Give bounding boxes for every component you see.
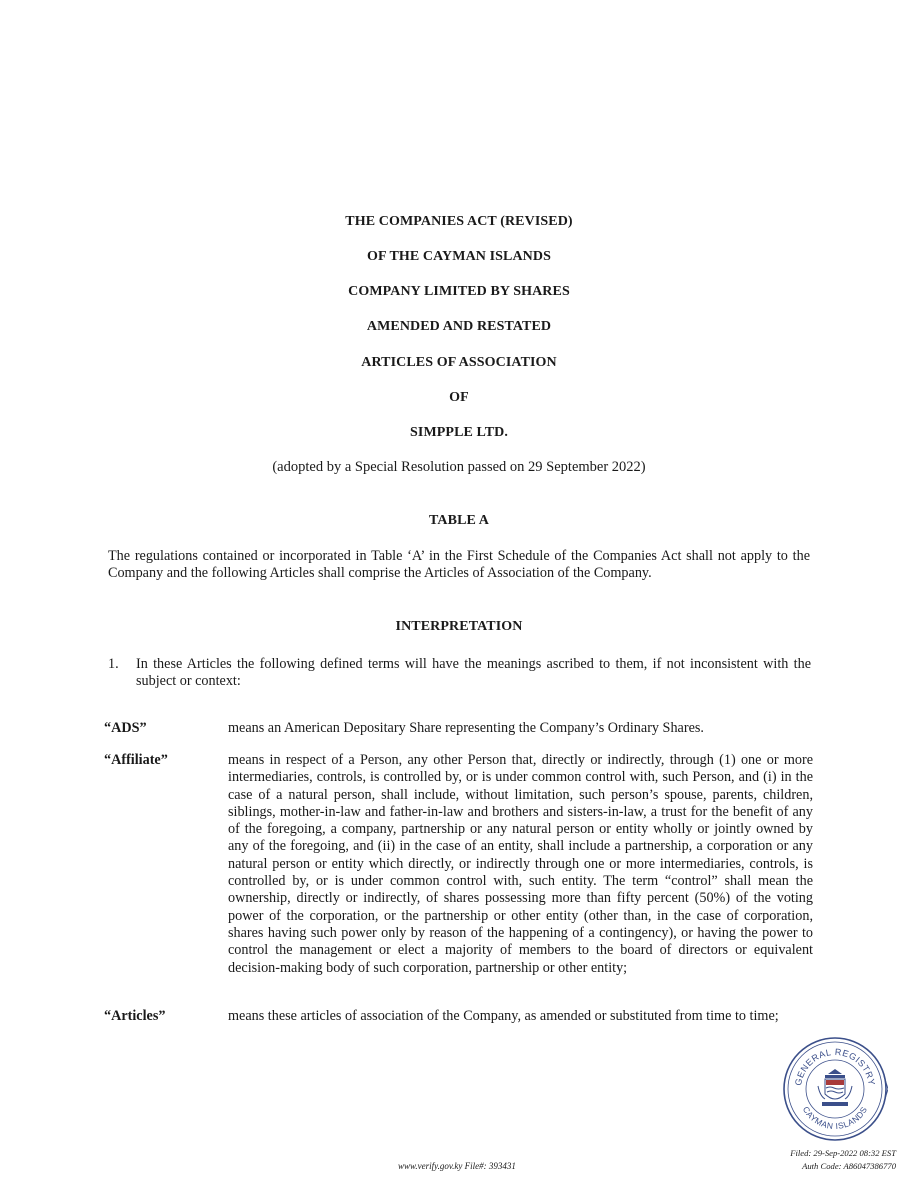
heading-articles: ARTICLES OF ASSOCIATION: [361, 355, 557, 370]
clause-number: 1.: [108, 656, 119, 672]
term-affiliate: “Affiliate”: [104, 752, 168, 768]
heading-company-type: COMPANY LIMITED BY SHARES: [348, 284, 570, 299]
heading-of: OF: [449, 390, 469, 405]
filed-timestamp: Filed: 29-Sep-2022 08:32 EST: [790, 1148, 896, 1158]
clause-text: In these Articles the following defined terms will have the meanings ascribed to them, if not inconsistent with the subject or context:: [136, 656, 811, 690]
term-ads: “ADS”: [104, 720, 147, 736]
coat-of-arms-icon: [818, 1069, 852, 1106]
auth-code: Auth Code: A86047386770: [802, 1161, 896, 1171]
verify-reference: www.verify.gov.ky File#: 393431: [398, 1161, 516, 1171]
term-articles: “Articles”: [104, 1008, 166, 1024]
interpretation-title: INTERPRETATION: [395, 619, 523, 634]
registry-seal: [782, 1036, 888, 1142]
heading-amended: AMENDED AND RESTATED: [366, 319, 552, 334]
table-a-text: The regulations contained or incorporated in Table ‘A’ in the First Schedule of the Companies Act shall not apply to the Company and the following Articles shall comprise the Articles of Association of the Company.: [108, 548, 810, 582]
heading-act: THE COMPANIES ACT (REVISED): [345, 214, 573, 229]
definition-ads: means an American Depositary Share representing the Company’s Ordinary Shares.: [228, 720, 704, 736]
seal-bottom-text: CAYMAN ISLANDS: [800, 1104, 870, 1132]
definition-affiliate: means in respect of a Person, any other Person that, directly or indirectly, through (1) one or more intermediaries, controls, is controlled by, or is under common control with, such Person, and (i) in the case of a natural person, shall include, without limitation, such person’s spouse, parents, children, siblings, mother-in-law and father-in-law and brothers and sisters-in-law, a trust for the benefit of any of the foregoing, a company, partnership or any natural person or entity wholly or jointly owned by any of the foregoing, and (ii) in the case of an entity, shall include a partnership, a corporation or any natural person or entity which directly, or indirectly through one or more intermediaries, controls, is controlled by, or is under common control with, such entity. The term “control” shall mean the ownership, directly or indirectly, of shares possessing more than fifty percent (50%) of the voting power of the corporation, or the partnership or other entity (other than, in the case of corporation, shares having such power only by reason of the happening of a contingency), or having the power to control the management or elect a majority of members to the board of directors or equivalent decision-making body of such corporation, partnership or other entity;: [228, 752, 813, 976]
seal-top-text: GENERAL REGISTRY: [793, 1046, 877, 1087]
adoption-note: (adopted by a Special Resolution passed on 29 September 2022): [272, 459, 646, 475]
table-a-title: TABLE A: [429, 513, 489, 528]
company-name: SIMPPLE LTD.: [410, 425, 508, 440]
definition-articles: means these articles of association of the Company, as amended or substituted from time to time;: [228, 1008, 779, 1024]
heading-jurisdiction: OF THE CAYMAN ISLANDS: [366, 249, 551, 264]
